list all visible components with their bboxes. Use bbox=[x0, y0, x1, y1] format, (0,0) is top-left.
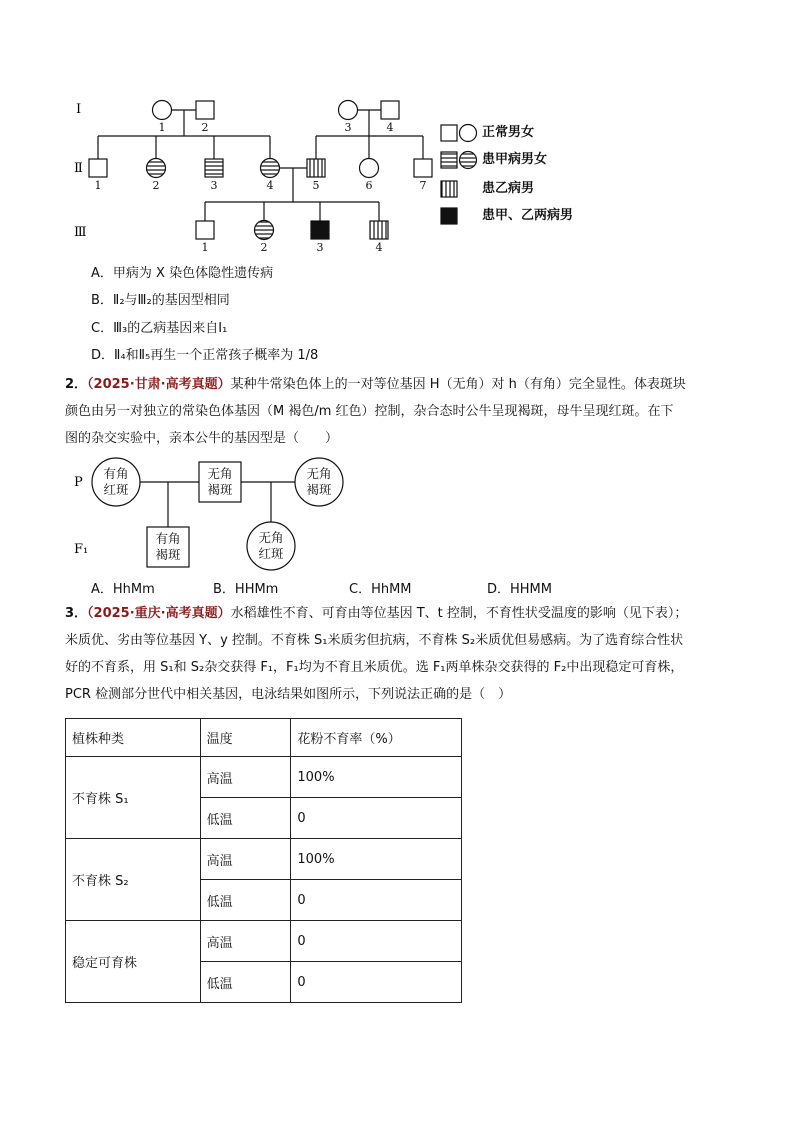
temperature-cell: 低温 bbox=[200, 880, 291, 921]
gen1-male-2 bbox=[196, 101, 214, 119]
plant-type-cell: 不育株 S₂ bbox=[66, 839, 201, 921]
gen3-female-2 bbox=[255, 221, 274, 240]
gen1-male-4 bbox=[381, 101, 399, 119]
temperature-cell: 高温 bbox=[200, 921, 291, 962]
gen-label-1: Ⅰ bbox=[76, 102, 82, 117]
gen2-female-4 bbox=[261, 159, 280, 178]
f1a-trait-color: 褐斑 bbox=[155, 547, 181, 562]
q3-stem bbox=[65, 600, 765, 708]
header-cell: 植株种类 bbox=[66, 719, 201, 757]
gen2-female-6 bbox=[360, 159, 379, 178]
gen3-male-1 bbox=[196, 221, 214, 239]
gen1-num: 4 bbox=[386, 121, 394, 134]
gen2-num: 1 bbox=[94, 179, 102, 192]
legend-disease-a-male-icon bbox=[441, 152, 457, 168]
gen2-male-1 bbox=[89, 159, 107, 177]
table-row bbox=[66, 921, 462, 962]
gen3-num: 1 bbox=[201, 241, 209, 254]
q2-number: 2． bbox=[65, 377, 88, 392]
gen2-num: 7 bbox=[419, 179, 427, 192]
q1-option-c: C．Ⅲ₃的乙病基因来自Ⅰ₁ bbox=[91, 321, 228, 336]
header-cell: 花粉不育率（%） bbox=[291, 719, 462, 757]
sterility-rate-cell: 0 bbox=[291, 798, 462, 839]
gen2-num: 4 bbox=[266, 179, 274, 192]
gen3-male-4 bbox=[370, 221, 388, 239]
q1-option-b: B．Ⅱ₂与Ⅲ₂的基因型相同 bbox=[91, 293, 230, 308]
gen1-num: 2 bbox=[201, 121, 209, 134]
f1-generation-label: F₁ bbox=[74, 542, 89, 557]
legend-disease-b-male-icon bbox=[441, 181, 457, 197]
temperature-cell: 低温 bbox=[200, 798, 291, 839]
q2-option-d: D．HHMM bbox=[487, 582, 552, 597]
table-row bbox=[66, 757, 462, 798]
q3-number: 3． bbox=[65, 606, 88, 621]
q2-option-a: A．HhMm bbox=[91, 582, 155, 597]
gen-label-3: Ⅲ bbox=[74, 225, 87, 240]
gen1-num: 3 bbox=[344, 121, 352, 134]
q2-option-b: B．HHMm bbox=[213, 582, 279, 597]
q3-line4: PCR 检测部分世代中相关基因，电泳结果如图所示，下列说法正确的是（ ） bbox=[65, 687, 512, 702]
table-row bbox=[66, 839, 462, 880]
table-header-row bbox=[66, 719, 462, 757]
p2-trait-horn: 无角 bbox=[207, 466, 233, 481]
legend-normal-label: 正常男女 bbox=[482, 125, 535, 140]
sterility-rate-cell: 0 bbox=[291, 921, 462, 962]
plant-type-cell: 稳定可育株 bbox=[66, 921, 201, 1003]
sterility-rate-cell: 0 bbox=[291, 962, 462, 1003]
p2-trait-color: 褐斑 bbox=[207, 482, 233, 497]
q2-line2: 颜色由另一对独立的常染色体基因（M 褐色/m 红色）控制，杂合态时公牛呈现褐斑，母牛呈现红斑。在下 bbox=[65, 404, 674, 419]
q3-source: （2025·重庆·高考真题） bbox=[87, 606, 231, 621]
f1b-trait-color: 红斑 bbox=[258, 546, 284, 561]
gen2-male-3 bbox=[205, 159, 223, 177]
p1-trait-horn: 有角 bbox=[103, 466, 129, 481]
sterility-table bbox=[65, 718, 462, 1003]
sterility-rate-cell: 100% bbox=[291, 757, 462, 798]
temperature-cell: 低温 bbox=[200, 962, 291, 1003]
f1a-trait-horn: 有角 bbox=[155, 531, 181, 546]
gen2-male-7 bbox=[414, 159, 432, 177]
q2-source: （2025·甘肃·高考真题） bbox=[87, 377, 231, 392]
gen2-num: 2 bbox=[152, 179, 160, 192]
legend-disease-b-label: 患乙病男 bbox=[482, 181, 535, 196]
q3-line2: 米质优、劣由等位基因 Y、y 控制。不育株 S₁米质劣但抗病，不育株 S₂米质优但易感病。为了选育综合性状 bbox=[65, 633, 684, 648]
gen-label-2: Ⅱ bbox=[74, 161, 83, 176]
gen2-num: 5 bbox=[312, 179, 320, 192]
q3-line1: 水稻雄性不育、可育由等位基因 T、t 控制，不育性状受温度的影响（见下表）； bbox=[230, 606, 688, 621]
gen1-female-3 bbox=[339, 101, 358, 120]
q1-option-d: D．Ⅱ₄和Ⅱ₅再生一个正常孩子概率为 1/8 bbox=[91, 348, 319, 363]
q2-line1: 某种牛常染色体上的一对等位基因 H（无角）对 h（有角）完全显性。体表斑块 bbox=[230, 377, 686, 392]
legend-both-disease-label: 患甲、乙两病男 bbox=[482, 208, 574, 223]
gen2-male-5 bbox=[307, 159, 325, 177]
legend-normal-female-icon bbox=[460, 125, 477, 142]
gen3-male-3 bbox=[311, 221, 329, 239]
legend-disease-a-label: 患甲病男女 bbox=[482, 152, 548, 167]
p3-trait-horn: 无角 bbox=[306, 466, 332, 481]
gen1-female-1 bbox=[153, 101, 172, 120]
legend-disease-a-female-icon bbox=[460, 152, 477, 169]
f1b-trait-horn: 无角 bbox=[258, 530, 284, 545]
gen1-num: 1 bbox=[158, 121, 166, 134]
gen3-num: 3 bbox=[316, 241, 324, 254]
p3-trait-color: 褐斑 bbox=[306, 482, 332, 497]
gen2-num: 6 bbox=[365, 179, 373, 192]
header-cell: 温度 bbox=[200, 719, 291, 757]
temperature-cell: 高温 bbox=[200, 839, 291, 880]
sterility-rate-cell: 0 bbox=[291, 880, 462, 921]
q1-option-a: A．甲病为 X 染色体隐性遗传病 bbox=[91, 266, 274, 281]
temperature-cell: 高温 bbox=[200, 757, 291, 798]
p-generation-label: P bbox=[74, 475, 83, 490]
gen2-num: 3 bbox=[210, 179, 218, 192]
pedigree-chart bbox=[0, 85, 794, 265]
gen2-female-2 bbox=[147, 159, 166, 178]
sterility-rate-cell: 100% bbox=[291, 839, 462, 880]
q3-line3: 好的不育系，用 S₁和 S₂杂交获得 F₁，F₁均为不育且米质优。选 F₁两单株杂交获得的 F₂中出现稳定可育株， bbox=[65, 660, 684, 675]
q2-option-c: C．HhMM bbox=[349, 582, 412, 597]
legend-normal-male-icon bbox=[441, 125, 457, 141]
gen3-num: 2 bbox=[260, 241, 268, 254]
q2-line3: 图的杂交实验中，亲本公牛的基因型是（ ） bbox=[65, 431, 339, 446]
cross-diagram bbox=[0, 450, 400, 575]
gen3-num: 4 bbox=[375, 241, 383, 254]
legend-both-disease-male-icon bbox=[441, 208, 457, 224]
plant-type-cell: 不育株 S₁ bbox=[66, 757, 201, 839]
p1-trait-color: 红斑 bbox=[103, 482, 129, 497]
q2-stem bbox=[65, 371, 745, 452]
